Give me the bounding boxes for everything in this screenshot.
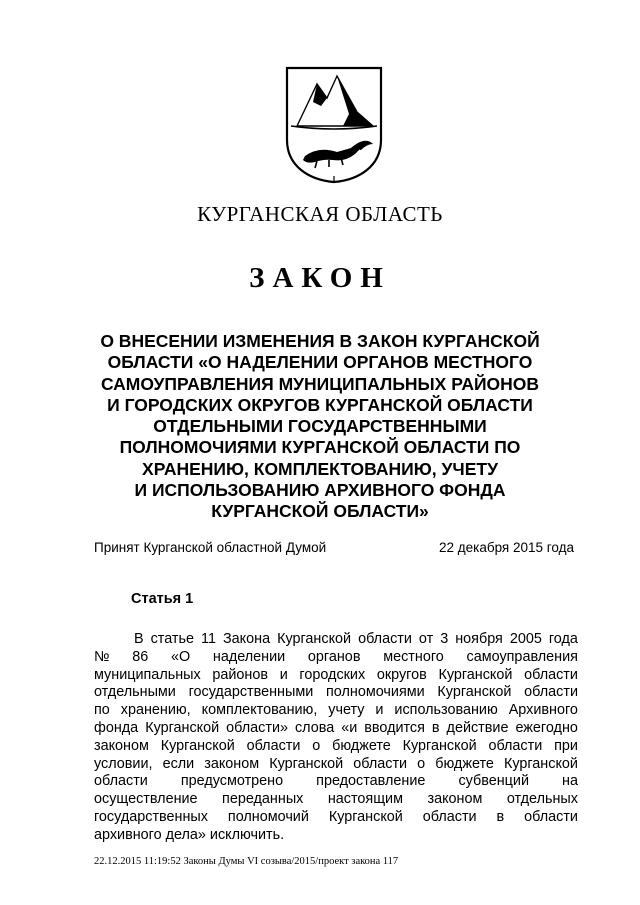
article-word: использованию xyxy=(394,702,498,719)
article-word: бюджете xyxy=(435,755,494,772)
article-word: Курганской xyxy=(328,808,403,825)
article-word: самоуправления xyxy=(466,648,578,665)
article-word: переданных xyxy=(222,791,304,808)
document-type: ЗАКОН xyxy=(249,262,391,294)
article-word: ежегодно xyxy=(515,719,578,736)
article-line xyxy=(94,649,578,667)
article-line xyxy=(94,809,578,827)
article-word: государственными xyxy=(188,684,314,701)
title-line: КУРГАНСКОЙ ОБЛАСТИ» xyxy=(211,501,429,522)
article-word: ноября xyxy=(455,631,503,647)
coat-of-arms-icon xyxy=(285,66,383,184)
article-word: условии, xyxy=(94,755,153,772)
article-word: отдельных xyxy=(506,791,578,808)
article-line xyxy=(94,631,578,649)
article-word: в xyxy=(496,808,505,825)
article-word: области xyxy=(524,684,578,701)
article-word: Курганской xyxy=(160,737,235,754)
article-word: «и xyxy=(341,719,358,736)
article-body xyxy=(94,631,578,845)
region-name: КУРГАНСКАЯ ОБЛАСТЬ xyxy=(197,202,443,226)
article-word: наделении xyxy=(212,648,286,665)
article-word: предоставление xyxy=(316,773,426,790)
article-word: по xyxy=(94,702,110,719)
article-line: архивного дела» исключить. xyxy=(94,826,285,843)
article-word: государственных xyxy=(94,808,208,825)
article-line xyxy=(94,720,578,738)
article-word: если xyxy=(162,755,195,772)
article-word: предусмотрено xyxy=(180,773,284,790)
article-word: года xyxy=(548,631,578,647)
article-word: муниципальных xyxy=(94,666,201,683)
article-line xyxy=(94,773,578,791)
title-line: ОТДЕЛЬНЫМИ ГОСУДАРСТВЕННЫМИ xyxy=(153,416,487,437)
article-word: о xyxy=(312,737,321,754)
title-line: ОБЛАСТИ «О НАДЕЛЕНИИ ОРГАНОВ МЕСТНОГО xyxy=(107,352,533,373)
article-word: на xyxy=(562,773,578,790)
article-word: 3 xyxy=(440,631,449,647)
article-word: осуществление xyxy=(94,791,198,808)
article-word: слова xyxy=(294,719,335,736)
article-heading: Статья 1 xyxy=(131,591,194,607)
article-word: районов xyxy=(212,666,269,683)
article-word: области xyxy=(422,808,477,825)
article-word: Курганской xyxy=(269,755,344,772)
article-word: В xyxy=(134,631,144,647)
file-stamp: 22.12.2015 11:19:52 Законы Думы VI созыва/2015/проект закона 117 xyxy=(94,856,399,867)
article-word: Курганской xyxy=(277,631,352,647)
article-word: полномочиями xyxy=(326,684,425,701)
article-word: области xyxy=(524,666,578,683)
title-line: И ГОРОДСКИХ ОКРУГОВ КУРГАНСКОЙ ОБЛАСТИ xyxy=(107,394,533,415)
article-word: статье xyxy=(150,631,195,647)
article-word: области xyxy=(488,737,543,754)
article-word: области xyxy=(358,631,412,647)
article-word: вводится xyxy=(364,719,425,736)
article-word: комплектованию, xyxy=(201,702,318,719)
article-word: действие xyxy=(446,719,509,736)
article-word: области» xyxy=(226,719,288,736)
article-word: от xyxy=(418,631,434,647)
title-line: ПОЛНОМОЧИЯМИ КУРГАНСКОЙ ОБЛАСТИ ПО xyxy=(119,437,521,458)
article-word: законом xyxy=(427,791,483,808)
article-word: области xyxy=(246,737,301,754)
article-word: в xyxy=(431,719,440,736)
article-word: Архивного xyxy=(508,702,578,719)
article-word: области xyxy=(94,773,148,790)
article-line xyxy=(94,667,578,685)
article-line xyxy=(94,702,578,720)
adoption-date: 22 декабря 2015 года xyxy=(438,540,574,555)
title-line: ХРАНЕНИЮ, КОМПЛЕКТОВАНИЮ, УЧЕТУ xyxy=(142,458,498,479)
article-word: бюджете xyxy=(332,737,391,754)
article-word: городских xyxy=(299,666,366,683)
article-word: субвенций xyxy=(458,773,529,790)
article-line xyxy=(94,738,578,756)
article-word: органов xyxy=(307,648,361,665)
title-line: И ИСПОЛЬЗОВАНИЮ АРХИВНОГО ФОНДА xyxy=(134,480,506,501)
article-word: Курганской xyxy=(402,737,477,754)
law-title xyxy=(100,331,540,523)
article-line xyxy=(94,756,578,774)
article-word: законом xyxy=(94,737,149,754)
article-word: полномочий xyxy=(227,808,309,825)
article-word: настоящим xyxy=(327,791,403,808)
article-word: «О xyxy=(170,648,191,665)
title-line: САМОУПРАВЛЕНИЯ МУНИЦИПАЛЬНЫХ РАЙОНОВ xyxy=(100,373,540,394)
article-word: области xyxy=(524,808,578,825)
article-word: местного xyxy=(383,648,444,665)
article-line xyxy=(94,791,578,809)
article-word: Курганской xyxy=(145,719,220,736)
article-word: Курганской xyxy=(438,666,513,683)
article-word: законом xyxy=(204,755,260,772)
article-word: округов xyxy=(376,666,427,683)
article-word: хранению, xyxy=(120,702,191,719)
article-word: при xyxy=(554,737,578,754)
article-word: Курганской xyxy=(437,684,512,701)
article-word: Курганской xyxy=(503,755,578,772)
article-word: и xyxy=(375,702,384,719)
article-word: Закона xyxy=(222,631,271,647)
adopted-by: Принят Курганской областной Думой xyxy=(94,540,327,555)
article-line xyxy=(94,684,578,702)
article-word: учету xyxy=(328,702,365,719)
article-word: 86 xyxy=(132,648,149,665)
article-word: и xyxy=(279,666,288,683)
article-word: 2005 xyxy=(509,631,542,647)
article-word: области xyxy=(353,755,408,772)
title-line: О ВНЕСЕНИИ ИЗМЕНЕНИЯ В ЗАКОН КУРГАНСКОЙ xyxy=(100,331,540,351)
article-word: отдельными xyxy=(94,684,176,701)
article-word: о xyxy=(417,755,426,772)
article-word: № xyxy=(94,648,110,665)
article-word: 11 xyxy=(201,631,216,647)
article-word: фонда xyxy=(94,719,139,736)
